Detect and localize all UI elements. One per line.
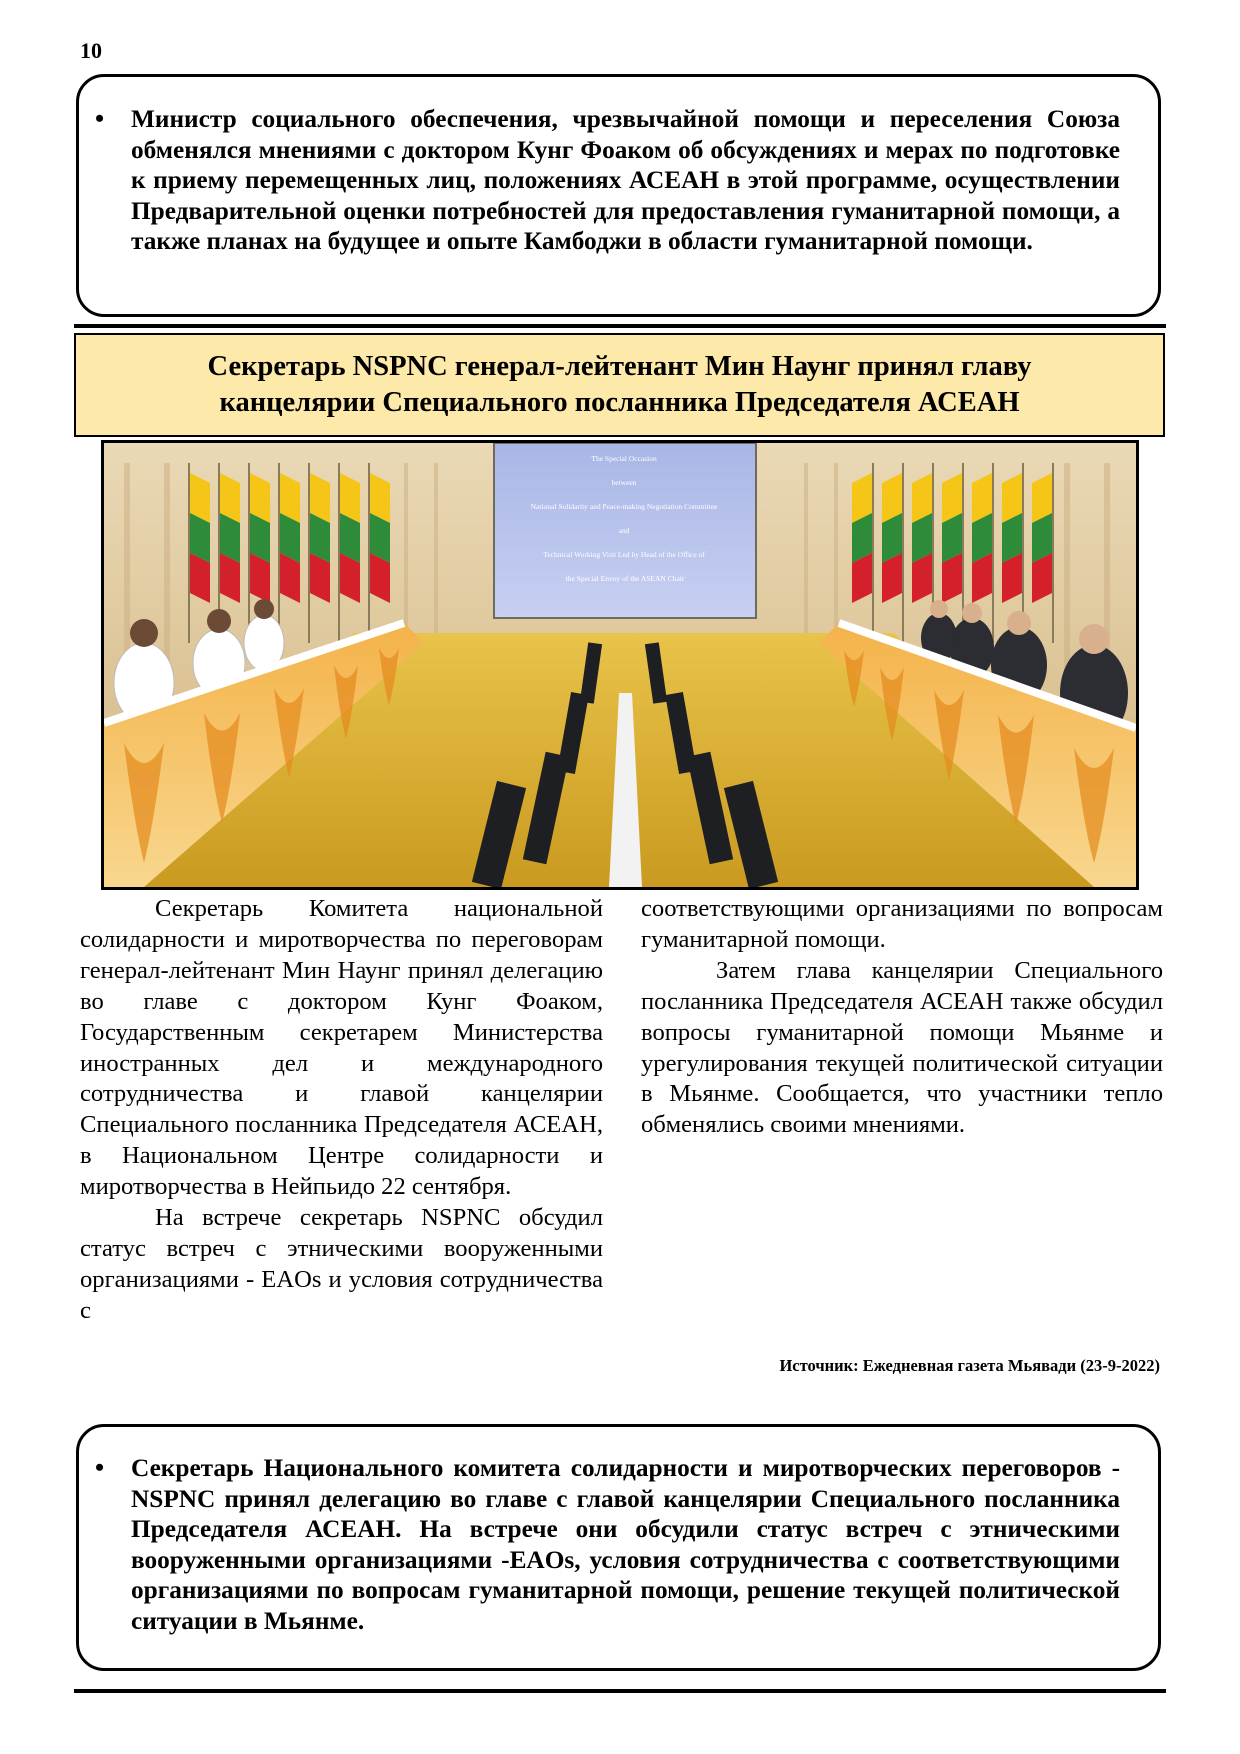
screen-line: Technical Working Visit Led by Head of the Office of [543,550,705,559]
meeting-photo [101,440,1139,890]
top-summary-box [76,74,1161,317]
bottom-summary-item [95,1453,1136,1637]
bullet-icon: • [95,1453,105,1482]
top-summary-text: Министр социального обеспечения, чрезвычайной помощи и переселения Союза обменялся мнениями с доктором Кунг Фоаком об обсуждениях и мерах по подготовке к приему перемещенных лиц, положениях АСЕАН в этой программе, осуществлении Предварительной оценки потребностей для предоставления гуманитарной помощи, а также планах на будущее и опыте Камбоджи в области гуманитарной помощи. [131,105,1120,256]
source-attribution: Источник: Ежедневная газета Мьявади (23-9-2022) [779,1356,1160,1375]
divider-rule [74,1689,1166,1693]
bottom-summary-box [76,1424,1161,1671]
bullet-icon: • [95,104,105,133]
article-paragraph: соответствующими организациями по вопросам гуманитарной помощи. [641,895,1163,953]
screen-line: between [611,478,637,487]
article-paragraph: Секретарь Комитета национальной солидарности и миротворчества по переговорам генерал-лейтенант Мин Наунг принял делегацию во главе с доктором Кунг Фоаком, Государственным секретарем Министерства иностранных дел и международного сотрудничества и главой канцелярии Специального посланника Председателя АСЕАН, в Национальном Центре солидарности и миротворчества в Нейпьидо 22 сентября. [80,895,603,1201]
screen-line: National Solidarity and Peace-making Negotiation Committee [530,502,718,511]
article-right-column [641,894,1163,1141]
bottom-summary-text: Секретарь Национального комитета солидарности и миротворческих переговоров - NSPNC принял делегацию во главе с главой канцелярии Специального посланника Председателя АСЕАН. На встрече они обсудили статус встреч с этническими вооруженными организациями -EAOs, условия сотрудничества с соответствующими организациями по вопросам гуманитарной помощи, решение текущей политической ситуации в Мьянме. [131,1454,1120,1635]
article-paragraph: На встрече секретарь NSPNC обсудил статус встреч с этническими вооруженными организациями - EAOs и условия сотрудничества с [80,1204,603,1324]
screen-line: the Special Envoy of the ASEAN Chair [565,574,685,583]
article-headline: Секретарь NSPNC генерал-лейтенант Мин Наунг принял главу канцелярии Специального посланника Председателя АСЕАН [207,351,1032,418]
headline-banner [74,333,1165,437]
screen-line: The Special Occasion [591,454,657,463]
projection-screen [494,443,756,618]
article-left-column [80,894,603,1327]
top-summary-item [95,104,1136,257]
screen-line: and [618,526,630,535]
divider-rule [74,324,1166,328]
article-paragraph: Затем глава канцелярии Специального посланника Председателя АСЕАН также обсудил вопросы гуманитарной помощи Мьянме и урегулирования текущей политической ситуации в Мьянме. Сообщается, что участники тепло обменялись своими мнениями. [641,956,1163,1139]
page-number: 10 [80,38,102,63]
